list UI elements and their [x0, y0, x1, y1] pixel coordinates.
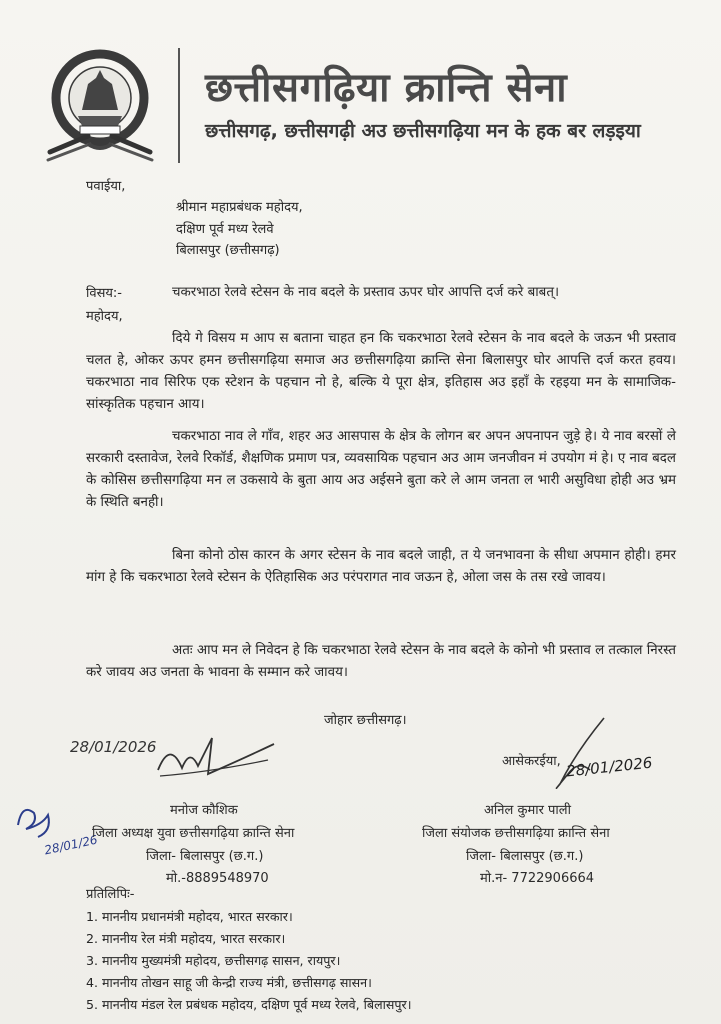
- left-signatory-designation: जिला अध्यक्ष युवा छत्तीसगढ़िया क्रान्ति सेना: [92, 826, 295, 841]
- org-tagline: छत्तीसगढ़, छत्तीसगढ़ी अउ छत्तीसगढ़िया मन के हक बर लड़इया: [205, 120, 641, 142]
- cc-list: [86, 906, 411, 1016]
- left-signatory-mobile: मो.-8889548970: [166, 871, 269, 886]
- right-signatory-designation: जिला संयोजक छत्तीसगढ़िया क्रान्ति सेना: [422, 826, 610, 841]
- cc-item: 5. माननीय मंडल रेल प्रबंधक महोदय, दक्षिण पूर्व मध्य रेलवे, बिलासपुर।: [86, 997, 412, 1012]
- subject-label: विसय:-: [86, 286, 122, 301]
- cc-item: 2. माननीय रेल मंत्री महोदय, भारत सरकार।: [86, 931, 286, 946]
- letter-place: पवाईया,: [86, 179, 126, 194]
- subject-text: चकरभाठा रेलवे स्टेसन के नाव बदले के प्रस्ताव ऊपर घोर आपत्ति दर्ज करे बाबत्।: [172, 285, 560, 300]
- left-signature: [150, 730, 280, 785]
- cc-label: प्रतिलिपिः-: [86, 887, 135, 902]
- left-signatory-district: जिला- बिलासपुर (छ.ग.): [146, 849, 264, 864]
- cc-item: 3. माननीय मुख्यमंत्री महोदय, छत्तीसगढ़ सासन, रायपुर।: [86, 953, 341, 968]
- salutation: महोदय,: [86, 309, 123, 324]
- org-name-heading: छत्तीसगढ़िया क्रान्ति सेना: [205, 65, 568, 111]
- right-signatory-name: अनिल कुमार पाली: [484, 803, 571, 818]
- right-signatory-district: जिला- बिलासपुर (छ.ग.): [466, 849, 584, 864]
- cc-item: 4. माननीय तोखन साहू जी केन्द्री राज्य मंत्री, छत्तीसगढ़ सासन।: [86, 975, 372, 990]
- closing-greeting: जोहार छत्तीसगढ़।: [324, 713, 407, 728]
- recipient-line-2: दक्षिण पूर्व मध्य रेलवे: [176, 222, 274, 237]
- header-divider: [178, 48, 180, 163]
- right-signature: [520, 712, 620, 802]
- right-signatory-mobile: मो.न- 7722906664: [480, 871, 595, 886]
- left-handwritten-date: 28/01/2026: [70, 738, 157, 756]
- recipient-line-1: श्रीमान महाप्रबंधक महोदय,: [176, 200, 303, 215]
- left-signatory-name: मनोज कौशिक: [170, 803, 238, 818]
- paragraph-1: दिये गे विसय म आप स बताना चाहत हन कि चकरभाठा रेलवे स्टेसन के नाव बदले के जऊन भी प्रस्ताव चलत हे, ओकर ऊपर हमन छत्तीसगढ़िया समाज अउ छत्तीसगढ़िया क्रान्ति सेना बिलासपुर घोर आपत्ति दर्ज करत हवय। चकरभाठा नाव सिरिफ एक स्टेशन के पहचान नो हे, बल्कि ये पूरा क्षेत्र, इतिहास अउ इहाँ के रहइया मन के सामाजिक-सांस्कृतिक पहचान आय।: [86, 331, 676, 412]
- left-stamp-date: 28/01/26: [43, 832, 99, 858]
- recipient-line-3: बिलासपुर (छत्तीसगढ़): [176, 243, 280, 258]
- cc-item: 1. माननीय प्रधानमंत्री महोदय, भारत सरकार।: [86, 909, 293, 924]
- paragraph-2: चकरभाठा नाव ले गाँव, शहर अउ आसपास के क्षेत्र के लोगन बर अपन अपनापन जुड़े हे। ये नाव बरसों ले सरकारी दस्तावेज, रेलवे रिकॉर्ड, शैक्षणिक प्रमाण पत्र, व्यवसायिक पहचान अउ आम जनजीवन मं उपयोग मं हे। ए नाव बदल के कोसिस छत्तीसगढ़िया मन ल उकसाये के बुता आय अउ अईसने बुता करे ले आम जनता ल भारी असुविधा होही अउ भ्रम के स्थिति बनही।: [86, 429, 676, 510]
- org-logo-emblem: [30, 40, 170, 180]
- right-handwritten-date: 28/01/2026: [565, 753, 654, 781]
- paragraph-4: अतः आप मन ले निवेदन हे कि चकरभाठा रेलवे स्टेसन के नाव बदले के कोनो भी प्रस्ताव ल तत्काल निरस्त करे जावय अउ जनता के भावना के सम्मान करे जावय।: [86, 643, 676, 680]
- right-signatory-label: आसेकरईया,: [502, 754, 561, 769]
- paragraph-3: बिना कोनो ठोस कारन के अगर स्टेसन के नाव बदले जाही, त ये जनभावना के सीधा अपमान होही। हमर मांग हे कि चकरभाठा रेलवे स्टेसन के ऐतिहासिक अउ परंपरागत नाव जऊन हे, ओला जस के तस रखे जावय।: [86, 548, 676, 585]
